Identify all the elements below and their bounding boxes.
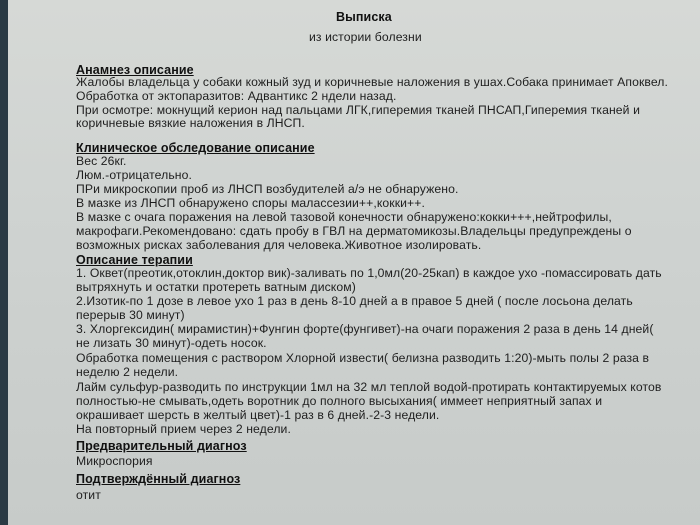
document-title: Выписка: [336, 10, 392, 24]
anamnesis-line: Обработка от эктопаразитов: Адвантикс 2 ндели назад.: [76, 89, 397, 103]
anamnesis-heading: Анамнез описание: [76, 63, 194, 77]
clinical-line: макрофаги.Рекомендовано: сдать пробу в ГВЛ на дерматомикозы.Владельцы предупреждены о: [76, 224, 632, 238]
confirmed-diagnosis-heading: Подтверждённый диагноз: [76, 472, 241, 486]
therapy-line: вытряхнуть и остатки протереть ватным диском): [76, 280, 356, 294]
anamnesis-line: Жалобы владельца у собаки кожный зуд и коричневые наложения в ушах.Собака принимает Апоквел.: [76, 75, 668, 89]
clinical-heading: Клиническое обследование описание: [76, 141, 315, 155]
therapy-line: не лизать 30 минут)-одеть носок.: [76, 336, 267, 350]
therapy-line: 3. Хлоргексидин( мирамистин)+Фунгин форте(фунгивет)-на очаги поражения 2 раза в день 14 дней(: [76, 322, 654, 336]
therapy-line: 2.Изотик-по 1 дозе в левое ухо 1 раз в день 8-10 дней а в правое 5 дней ( после лосьона делать: [76, 294, 633, 308]
therapy-line: полностью-не смывать,одеть воротник до полного высыхания( иммеет неприятный запах и: [76, 394, 603, 408]
anamnesis-line: При осмотре: мокнущий керион над пальцами ЛГК,гиперемия тканей ПНСАП,Гиперемия тканей и: [76, 103, 640, 117]
clinical-line: ПРи микроскопии проб из ЛНСП возбудителей а/э не обнаружено.: [76, 182, 459, 196]
therapy-line: окрашивает шерсть в желтый цвет)-1 раз в 6 дней.-2-3 недели.: [76, 408, 440, 422]
document-subtitle: из истории болезни: [309, 30, 422, 44]
therapy-line: неделю 2 недели.: [76, 365, 179, 379]
therapy-line: перерыв 30 минут): [76, 308, 185, 322]
therapy-line: Лайм сульфур-разводить по инструкции 1мл на 32 мл теплой водой-протирать контактируемых котов: [76, 380, 662, 394]
preliminary-diagnosis: Микроспория: [76, 454, 153, 468]
preliminary-diagnosis-heading: Предварительный диагноз: [76, 439, 247, 453]
clinical-line: В мазке с очага поражения на левой тазовой конечности обнаружено:кокки+++,нейтрофилы,: [76, 210, 612, 224]
scanner-edge: [0, 0, 8, 525]
therapy-line: На повторный прием через 2 недели.: [76, 422, 291, 436]
clinical-line: В мазке из ЛНСП обнаружено споры малассезии++,кокки++.: [76, 196, 425, 210]
therapy-heading: Описание терапии: [76, 253, 193, 267]
clinical-line: Люм.-отрицательно.: [76, 168, 192, 182]
confirmed-diagnosis: отит: [76, 488, 101, 502]
therapy-line: 1. Оквет(преотик,отоклин,доктор вик)-заливать по 1,0мл(20-25кап) в каждое ухо -помассировать дать: [76, 266, 662, 280]
anamnesis-line: коричневые вязкие наложения в ЛНСП.: [76, 116, 305, 130]
therapy-line: Обработка помещения с раствором Хлорной извести( белизна разводить 1:20)-мыть полы 2 раза в: [76, 351, 650, 365]
clinical-line: возможных рисках заболевания для человека.Животное изолировать.: [76, 238, 482, 252]
clinical-line: Вес 26кг.: [76, 154, 127, 168]
